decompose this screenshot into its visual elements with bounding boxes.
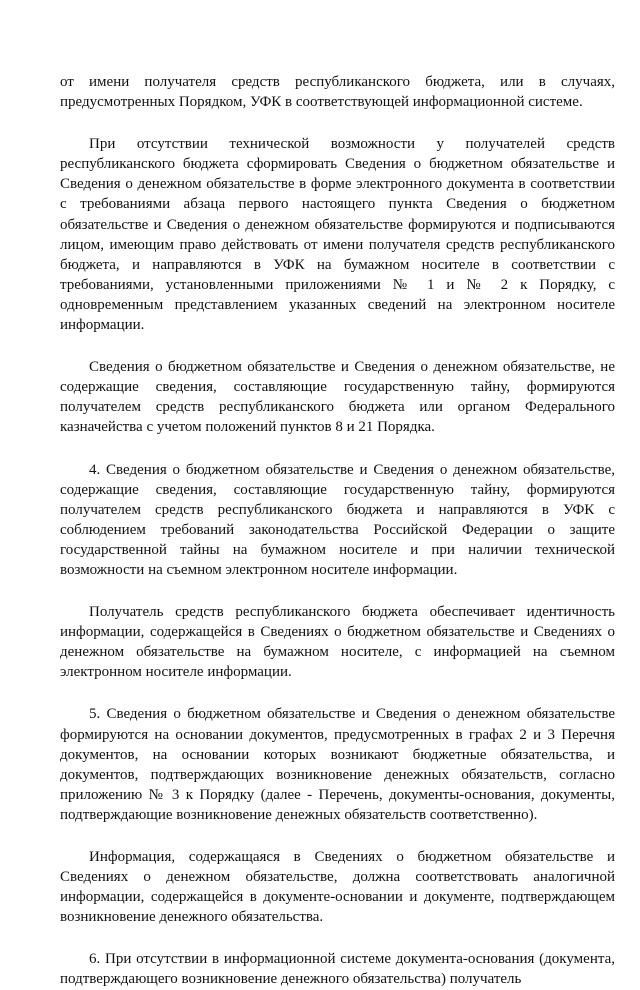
paragraph-item-5: 5. Сведения о бюджетном обязательстве и Сведения о денежном обязательстве формируются на основании документов, предусмотренных в графах 2 и 3 Перечня документов, на основании которых возникают бюджетные обязательства, и документов, подтверждающих возникновение денежных обязательств, согласно приложению № 3 к Порядку (далее - Перечень, документы-основания, документы, подтверждающие возникновение денежных обязательств соответственно).: [60, 706, 615, 823]
paragraph-no-technical-possibility: При отсутствии технической возможности у получателей средств республиканского бюджета сформировать Сведения о бюджетном обязательстве и Сведения о денежном обязательстве в форме электронного документа в соответствии с требованиями абзаца первого настоящего пункта Сведения о бюджетном обязательстве и Сведения о денежном обязательстве формируются и подписываются лицом, имеющим право действовать от имени получателя средств республиканского бюджета, и направляются в УФК на бумажном носителе в соответствии с требованиями, установленными приложениями № 1 и № 2 к Порядку, с одновременным представлением указанных сведений на электронном носителе информации.: [60, 136, 615, 334]
paragraph-item-6: 6. При отсутствии в информационной системе документа-основания (документа, подтверждающего возникновение денежного обязательства) получатель: [60, 951, 615, 988]
paragraph-item-4: 4. Сведения о бюджетном обязательстве и Сведения о денежном обязательстве, содержащие сведения, составляющие государственную тайну, формируются получателем средств республиканского бюджета и направляются в УФК с соблюдением требований законодательства Российской Федерации о защите государственной тайны на бумажном носителе и при наличии технической возможности на съемном электронном носителе информации.: [60, 461, 615, 578]
paragraph-identity-of-information: Получатель средств республиканского бюджета обеспечивает идентичность информации, содержащейся в Сведениях о бюджетном обязательстве и Сведениях о денежном обязательстве на бумажном носителе, с информацией на съемном электронном носителе информации.: [60, 604, 615, 681]
paragraph-information-correspondence: Информация, содержащаяся в Сведениях о бюджетном обязательстве и Сведениях о денежном обязательстве, должна соответствовать аналогичной информации, содержащейся в документе-основании и документе, подтверждающем возникновение денежного обязательства.: [60, 849, 615, 926]
paragraph-non-secret-info: Сведения о бюджетном обязательстве и Сведения о денежном обязательстве, не содержащие сведения, составляющие государственную тайну, формируются получателем средств республиканского бюджета или органом Федерального казначейства с учетом положений пунктов 8 и 21 Порядка.: [60, 359, 615, 436]
paragraph-continuation: от имени получателя средств республиканского бюджета, или в случаях, предусмотренных Порядком, УФК в соответствующей информационной системе.: [60, 74, 615, 111]
